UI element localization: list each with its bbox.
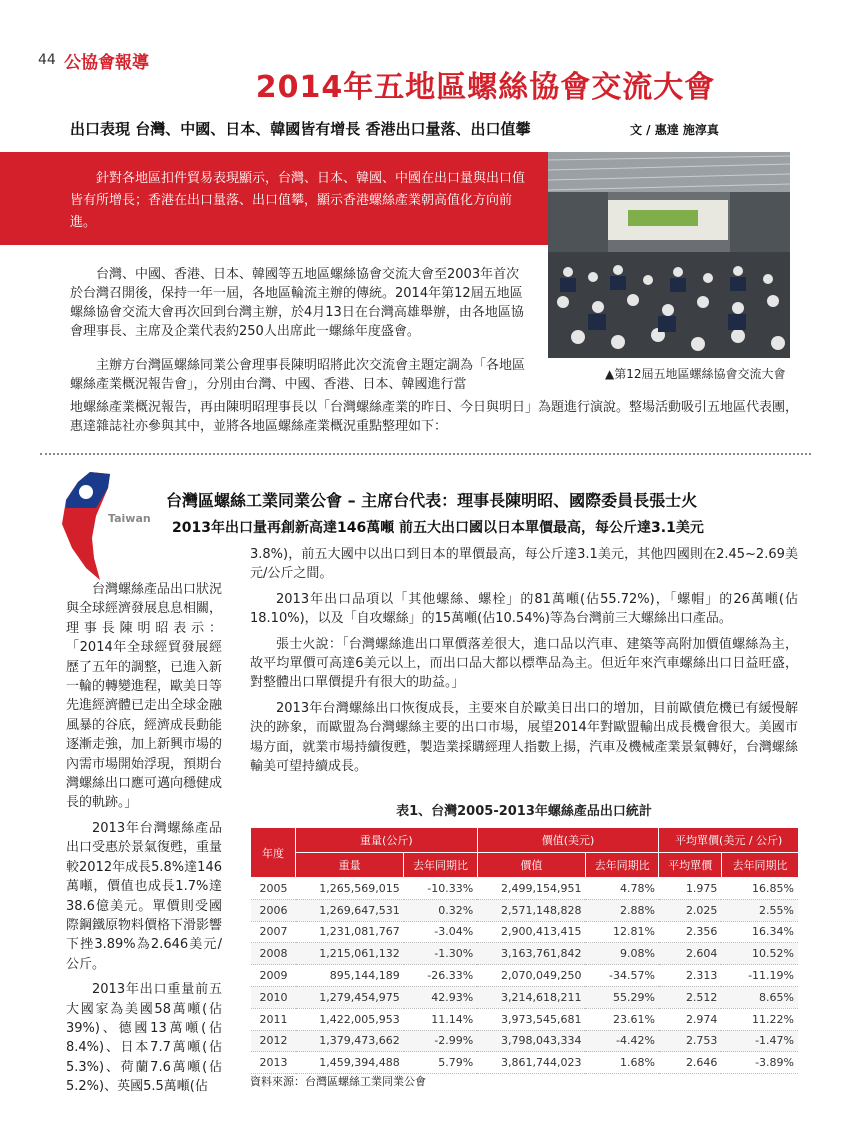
- table-title: 表1、台灣2005-2013年螺絲產品出口統計: [396, 804, 652, 819]
- table-cell: -34.57%: [585, 965, 658, 987]
- section-label: 公協會報導: [64, 53, 149, 73]
- year-header: 年度: [251, 828, 296, 878]
- table-cell: 3,163,761,842: [477, 943, 585, 965]
- table-cell: 895,144,189: [296, 965, 404, 987]
- table-cell: 2.356: [659, 921, 722, 943]
- table-cell: -3.89%: [721, 1052, 798, 1074]
- table-cell: 2.604: [659, 943, 722, 965]
- table-cell: 5.79%: [404, 1052, 477, 1074]
- table-row: [251, 878, 799, 900]
- table-cell: 1,422,005,953: [296, 1008, 404, 1030]
- group-header-value: 價值(美元): [477, 828, 659, 853]
- year-cell: 2005: [251, 878, 296, 900]
- table-row: [251, 943, 799, 965]
- section-heading: 台灣區螺絲工業同業公會 – 主席台代表：理事長陳明昭、國際委員長張士火: [166, 491, 698, 510]
- sub-header: 去年同期比: [404, 853, 477, 878]
- section-subheading: 2013年出口量再創新高達146萬噸 前五大出口國以日本單價最高，每公斤達3.1美元: [172, 520, 704, 536]
- table-cell: 16.34%: [721, 921, 798, 943]
- table-cell: 2.512: [659, 986, 722, 1008]
- page-number: 44: [38, 52, 56, 68]
- right-paragraph: 張士火說：「台灣螺絲進出口單價落差很大，進口品以汽車、建築等高附加價值螺絲為主，故平均單價可高達6美元以上，而出口品大都以標準品為主。但近年來汽車螺絲出口日益旺盛，對整體出口單價提升有很大的助益。」: [250, 636, 798, 691]
- table-cell: 55.29%: [585, 986, 658, 1008]
- table-cell: 12.81%: [585, 921, 658, 943]
- group-header-weight: 重量(公斤): [296, 828, 478, 853]
- table-cell: 1,269,647,531: [296, 899, 404, 921]
- table-cell: 1.68%: [585, 1052, 658, 1074]
- table-cell: 1.975: [659, 878, 722, 900]
- table-row: [251, 921, 799, 943]
- table-cell: 2.753: [659, 1030, 722, 1052]
- table-cell: 1,215,061,132: [296, 943, 404, 965]
- taiwan-flag-map-icon: [50, 468, 160, 586]
- table-cell: -4.42%: [585, 1030, 658, 1052]
- body-paragraph-2b: 地螺絲產業概況報告，再由陳明昭理事長以「台灣螺絲產業的昨日、今日與明日」為題進行演說。整場活動吸引五地區代表團，惠達雜誌社亦參與其中，並將各地區螺絲產業概況重點整理如下：: [70, 400, 799, 434]
- year-cell: 2011: [251, 1008, 296, 1030]
- table-cell: 0.32%: [404, 899, 477, 921]
- table-cell: -1.47%: [721, 1030, 798, 1052]
- table-cell: 2,571,148,828: [477, 899, 585, 921]
- export-statistics-table: [250, 828, 798, 1074]
- body-paragraph-1: 台灣、中國、香港、日本、韓國等五地區螺絲協會交流大會至2003年首次於台灣召開後，保持一年一屆，各地區輪流主辦的傳統。2014年第12屆五地區螺絲協會交流大會再次回到台灣主辦，於4月13日在台灣高雄舉辦，由各地區協會理事長、主席及企業代表約250人出席此一螺絲年度盛會。: [70, 267, 524, 339]
- body-paragraph-2a: 主辦方台灣區螺絲同業公會理事長陳明昭將此次交流會主題定調為「各地區螺絲產業概況報告會」，分別由台灣、中國、香港、日本、韓國進行當: [70, 358, 526, 392]
- table-cell: 42.93%: [404, 986, 477, 1008]
- year-cell: 2006: [251, 899, 296, 921]
- table-row: [251, 986, 799, 1008]
- table-cell: -26.33%: [404, 965, 477, 987]
- table-cell: 3,798,043,334: [477, 1030, 585, 1052]
- author-byline: 文 / 惠達 施淳真: [630, 123, 719, 137]
- table-cell: 1,379,473,662: [296, 1030, 404, 1052]
- table-cell: 2.646: [659, 1052, 722, 1074]
- table-cell: 3,861,744,023: [477, 1052, 585, 1074]
- left-paragraph: 台灣螺絲產品出口狀況與全球經濟發展息息相關，理事長陳明昭表示：「2014年全球經貿發展經歷了五年的調整，已進入新一輪的轉變進程，歐美日等先進經濟體已走出全球金融風暴的谷底，經濟成長動能逐漸走強，加上新興市場的內需市場開始浮現，預期台灣螺絲出口應可邁向穩健成長的軌跡。」: [66, 582, 223, 811]
- right-column: [250, 545, 798, 782]
- section-divider: [40, 453, 811, 455]
- table-cell: 11.22%: [721, 1008, 798, 1030]
- table-cell: 9.08%: [585, 943, 658, 965]
- year-cell: 2010: [251, 986, 296, 1008]
- map-label: Taiwan: [108, 512, 151, 525]
- sub-header: 價值: [477, 853, 585, 878]
- sub-header: 去年同期比: [585, 853, 658, 878]
- table-cell: -11.19%: [721, 965, 798, 987]
- year-cell: 2009: [251, 965, 296, 987]
- table-cell: 1,231,081,767: [296, 921, 404, 943]
- intro-text: 針對各地區扣件貿易表現顯示，台灣、日本、韓國、中國在出口量與出口值皆有所增長；香港在出口量落、出口值攀，顯示香港螺絲產業朝高值化方向前進。: [70, 171, 526, 230]
- sub-header: 平均單價: [659, 853, 722, 878]
- table-cell: 8.65%: [721, 986, 798, 1008]
- table-cell: 4.78%: [585, 878, 658, 900]
- table-cell: 1,279,454,975: [296, 986, 404, 1008]
- table-row: [251, 1052, 799, 1074]
- year-cell: 2008: [251, 943, 296, 965]
- sub-header: 去年同期比: [721, 853, 798, 878]
- table-cell: 2.55%: [721, 899, 798, 921]
- table-cell: -3.04%: [404, 921, 477, 943]
- table-cell: 10.52%: [721, 943, 798, 965]
- left-paragraph: 2013年台灣螺絲產品出口受惠於景氣復甦，重量較2012年成長5.8%達146萬噸，價值也成長1.7%達38.6億美元。單價則受國際鋼鐵原物料價格下滑影響下挫3.89%為2.646美元/公斤。: [66, 820, 223, 972]
- article-subtitle: 出口表現 台灣、中國、日本、韓國皆有增長 香港出口量落、出口值攀: [70, 120, 531, 138]
- table-cell: 1,265,569,015: [296, 878, 404, 900]
- year-cell: 2013: [251, 1052, 296, 1074]
- group-header-unit-price: 平均單價(美元 / 公斤): [659, 828, 798, 853]
- table-cell: 2,900,413,415: [477, 921, 585, 943]
- table-cell: 2.313: [659, 965, 722, 987]
- article-title: 2014年五地區螺絲協會交流大會: [255, 70, 716, 105]
- left-column: [66, 580, 222, 1103]
- year-cell: 2007: [251, 921, 296, 943]
- table-cell: 16.85%: [721, 878, 798, 900]
- conference-photo: [548, 152, 790, 358]
- table-cell: 2,499,154,951: [477, 878, 585, 900]
- table-cell: -2.99%: [404, 1030, 477, 1052]
- photo-caption: ▲第12屆五地區螺絲協會交流大會: [605, 367, 786, 381]
- table-cell: 2.88%: [585, 899, 658, 921]
- table-cell: 3,973,545,681: [477, 1008, 585, 1030]
- table-cell: 23.61%: [585, 1008, 658, 1030]
- table-row: [251, 965, 799, 987]
- right-paragraph: 2013年台灣螺絲出口恢復成長，主要來自於歐美日出口的增加，目前歐債危機已有緩慢解決的跡象，而歐盟為台灣螺絲主要的出口市場，展望2014年對歐盟輸出成長機會很大。美國市場方面，就業市場持續復甦，製造業採購經理人指數上揚，汽車及機械產業景氣轉好，台灣螺絲輸美可望持續成長。: [250, 700, 798, 775]
- table-source: 資料來源：台灣區螺絲工業同業公會: [250, 1075, 426, 1088]
- table-cell: 2.974: [659, 1008, 722, 1030]
- table-cell: 1,459,394,488: [296, 1052, 404, 1074]
- right-paragraph: 2013年出口品項以「其他螺絲、螺栓」的81萬噸(佔55.72%)，「螺帽」的26萬噸(佔18.10%)，以及「自攻螺絲」的15萬噸(佔10.54%)等為台灣前三大螺絲出口產品。: [250, 591, 798, 627]
- year-cell: 2012: [251, 1030, 296, 1052]
- right-paragraph: 3.8%)，前五大國中以出口到日本的單價最高，每公斤達3.1美元，其他四國則在2.45~2.69美元/公斤之間。: [250, 547, 798, 582]
- table-cell: 2.025: [659, 899, 722, 921]
- table-cell: -1.30%: [404, 943, 477, 965]
- table-row: [251, 1030, 799, 1052]
- sub-header: 重量: [296, 853, 404, 878]
- table-cell: -10.33%: [404, 878, 477, 900]
- table-row: [251, 1008, 799, 1030]
- left-paragraph: 2013年出口重量前五大國家為美國58萬噸(佔39%)、德國13萬噸(佔8.4%)、日本7.7萬噸(佔5.3%)、荷蘭7.6萬噸(佔5.2%)、英國5.5萬噸(佔: [66, 982, 222, 1095]
- table-cell: 3,214,618,211: [477, 986, 585, 1008]
- table-cell: 11.14%: [404, 1008, 477, 1030]
- table-row: [251, 899, 799, 921]
- table-cell: 2,070,049,250: [477, 965, 585, 987]
